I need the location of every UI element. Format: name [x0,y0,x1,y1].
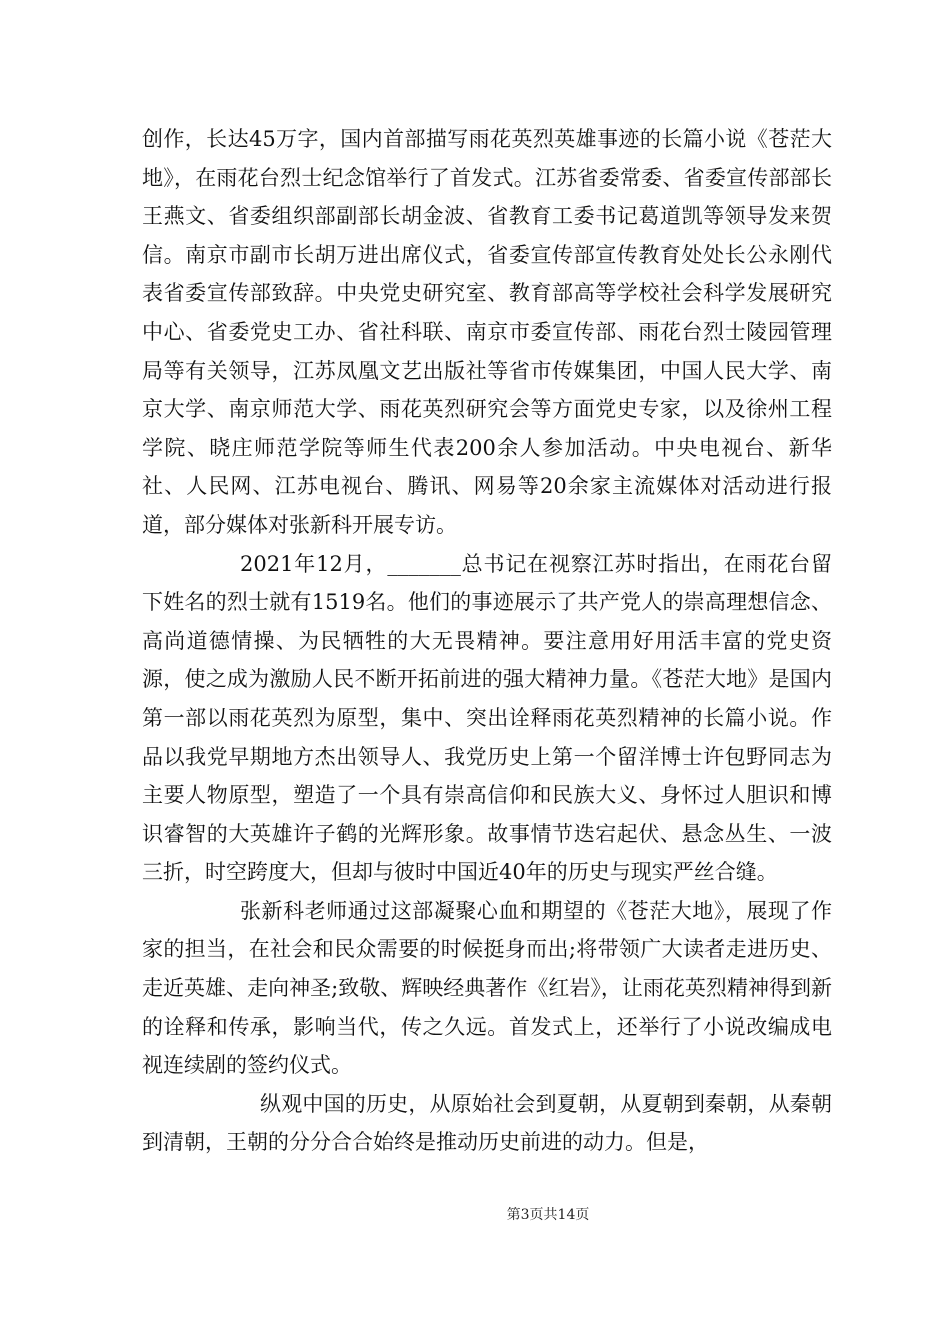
paragraph-2: 2021年12月，_______总书记在视察江苏时指出，在雨花台留下姓名的烈士就有1519名。他们的事迹展示了共产党人的崇高理想信念、高尚道德情操、为民牺牲的大无畏精神。要注意用好用活丰富的党史资源，使之成为激励人民不断开拓前进的强大精神力量。《苍茫大地》是国内第一部以雨花英烈为原型，集中、突出诠释雨花英烈精神的长篇小说。作品以我党早期地方杰出领导人、我党历史上第一个留洋博士许包野同志为主要人物原型，塑造了一个具有崇高信仰和民族大义、身怀过人胆识和博识睿智的大英雄许子鹤的光辉形象。故事情节迭宕起伏、悬念丛生、一波三折，时空跨度大，但却与彼时中国近40年的历史与现实严丝合缝。 [142,551,832,885]
page-number-footer: 第3页共14页 [506,1207,590,1223]
paragraph-1: 创作，长达45万字，国内首部描写雨花英烈英雄事迹的长篇小说《苍茫大地》，在雨花台烈士纪念馆举行了首发式。江苏省委常委、省委宣传部部长王燕文、省委组织部副部长胡金波、省教育工委书记葛道凯等领导发来贺信。南京市副市长胡万进出席仪式，省委宣传部宣传教育处处长公永刚代表省委宣传部致辞。中央党史研究室、教育部高等学校社会科学发展研究中心、省委党史工办、省社科联、南京市委宣传部、雨花台烈士陵园管理局等有关领导，江苏凤凰文艺出版社等省市传媒集团，中国人民大学、南京大学、南京师范大学、雨花英烈研究会等方面党史专家，以及徐州工程学院、晓庄师范学院等师生代表200余人参加活动。中央电视台、新华社、人民网、江苏电视台、腾讯、网易等20余家主流媒体对活动进行报道，部分媒体对张新科开展专访。 [142,127,832,537]
paragraph-3: 张新科老师通过这部凝聚心血和期望的《苍茫大地》，展现了作家的担当，在社会和民众需要的时候挺身而出;将带领广大读者走进历史、走近英雄、走向神圣;致敬、辉映经典著作《红岩》，让雨花英烈精神得到新的诠释和传承，影响当代，传之久远。首发式上，还举行了小说改编成电视连续剧的签约仪式。 [142,898,832,1078]
document-body [142,120,832,1162]
paragraph-4: 纵观中国的历史，从原始社会到夏朝，从夏朝到秦朝，从秦朝到清朝，王朝的分分合合始终是推动历史前进的动力。但是， [142,1091,832,1155]
